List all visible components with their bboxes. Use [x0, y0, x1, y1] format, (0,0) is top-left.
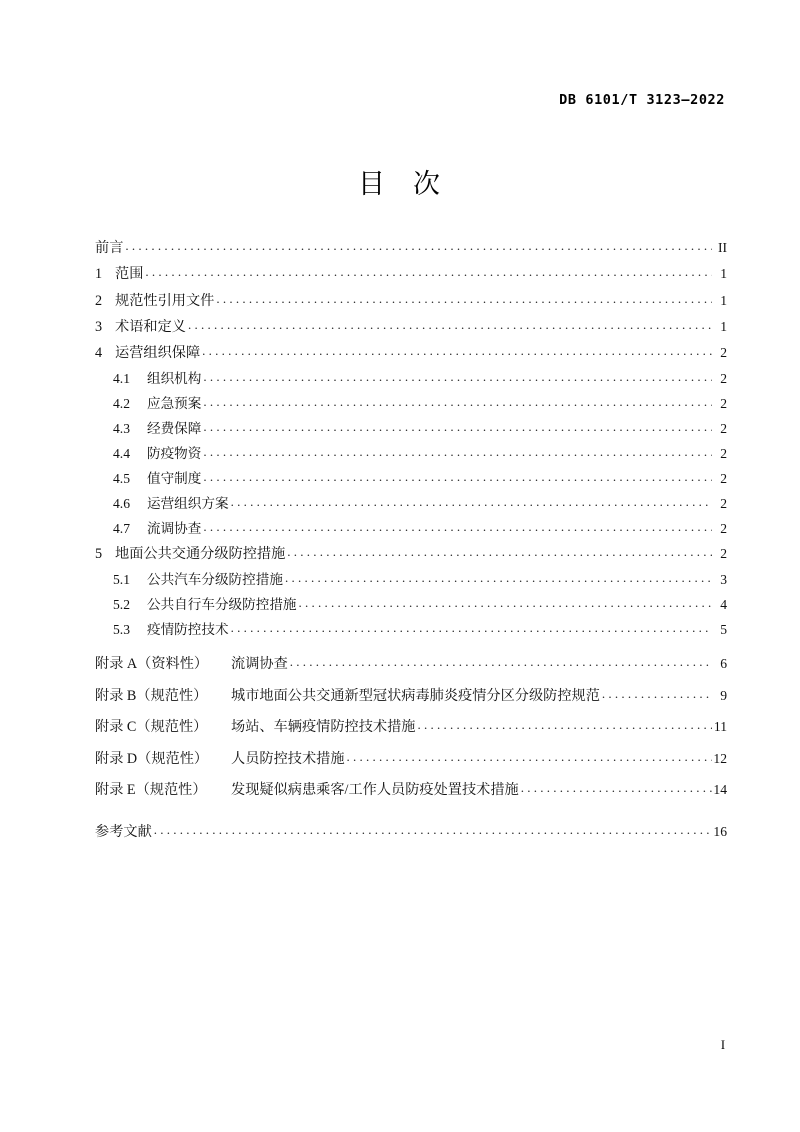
toc-item-4.6[interactable]: [95, 494, 727, 519]
toc-item-number: 5: [95, 546, 103, 563]
toc-item-label: 组织机构: [147, 370, 202, 386]
toc-item-page: 3: [720, 571, 727, 587]
toc-item-number: 5.1: [113, 571, 130, 587]
table-of-contents: [95, 238, 727, 853]
dot-leader: [231, 494, 712, 508]
dot-leader: [203, 444, 712, 458]
toc-item-label: 规范性引用文件: [115, 292, 215, 309]
toc-item-number: 5.3: [113, 621, 130, 637]
toc-item-4.3[interactable]: [95, 419, 727, 444]
dot-leader: [203, 519, 712, 533]
toc-item-4.4[interactable]: [95, 444, 727, 469]
toc-item-page: 2: [720, 470, 727, 486]
toc-annex-page: 12: [713, 750, 727, 766]
toc-annex-title: 发现疑似病患乘客/工作人员防疫处置技术措施: [231, 782, 519, 799]
dot-leader: [216, 290, 712, 304]
toc-item-label: 经费保障: [147, 420, 202, 436]
toc-annex-4[interactable]: [95, 749, 727, 781]
page-title-char-1: 目: [358, 169, 387, 199]
toc-references-label: 参考文献: [95, 823, 152, 840]
page-footer: [75, 1038, 725, 1053]
toc-item-label: 前言: [95, 240, 124, 257]
toc-item-page: 2: [720, 420, 727, 436]
toc-annex-label: 附录 D（规范性）: [95, 750, 209, 767]
toc-references-page: 16: [713, 823, 727, 839]
dot-leader: [290, 654, 712, 668]
toc-item-number: 4.6: [113, 495, 130, 511]
toc-item-label: 地面公共交通分级防控措施: [115, 546, 286, 563]
toc-item-4.2[interactable]: [95, 394, 727, 419]
toc-item-number: 4.7: [113, 520, 130, 536]
toc-item-page: 1: [720, 266, 727, 282]
toc-item-label: 公共自行车分级防控措施: [147, 596, 297, 612]
toc-item-label: 值守制度: [147, 470, 202, 486]
toc-annex-label: 附录 A（资料性）: [95, 656, 209, 673]
toc-item-page: 4: [720, 596, 727, 612]
dot-leader: [231, 620, 712, 634]
toc-annex-title: 城市地面公共交通新型冠状病毒肺炎疫情分区分级防控规范: [231, 687, 600, 704]
toc-item-label: 术语和定义: [115, 318, 186, 335]
dot-leader: [417, 717, 712, 731]
dot-leader: [203, 419, 712, 433]
toc-item-page: 2: [720, 370, 727, 386]
toc-item-label: 应急预案: [147, 395, 202, 411]
toc-item-number: 4: [95, 344, 103, 361]
toc-item-label: 疫情防控技术: [147, 621, 229, 637]
toc-item-page: II: [717, 240, 727, 256]
toc-item-5[interactable]: [95, 544, 727, 570]
toc-item-number: 4.4: [113, 445, 130, 461]
toc-item-number: 3: [95, 318, 103, 335]
toc-item-5.2[interactable]: [95, 595, 727, 620]
toc-item-page: 5: [720, 621, 727, 637]
toc-item-label: 防疫物资: [147, 445, 202, 461]
toc-item-4.7[interactable]: [95, 519, 727, 544]
toc-item-1[interactable]: [95, 264, 727, 290]
toc-item-number: 2: [95, 292, 103, 309]
dot-leader: [188, 317, 712, 331]
toc-item-page: 2: [720, 395, 727, 411]
toc-item-label: 范围: [115, 266, 144, 283]
toc-annex-title: 场站、车辆疫情防控技术措施: [231, 719, 416, 736]
toc-item-前言[interactable]: [95, 238, 727, 264]
toc-item-references[interactable]: [95, 822, 727, 854]
standard-code: DB 6101/T 3123—2022: [559, 92, 725, 108]
toc-item-number: 4.3: [113, 420, 130, 436]
toc-item-number: 5.2: [113, 596, 130, 612]
toc-item-4.5[interactable]: [95, 469, 727, 494]
toc-item-number: 4.1: [113, 370, 130, 386]
dot-leader: [602, 686, 712, 700]
toc-item-4.1[interactable]: [95, 369, 727, 394]
dot-leader: [521, 780, 712, 794]
page-title: [0, 162, 800, 201]
toc-annex-title: 人员防控技术措施: [231, 750, 345, 767]
toc-item-page: 2: [720, 520, 727, 536]
toc-annex-title: 流调协查: [231, 656, 288, 673]
dot-leader: [287, 544, 712, 558]
toc-item-page: 1: [720, 292, 727, 308]
toc-item-page: 2: [720, 495, 727, 511]
toc-annex-page: 11: [713, 719, 727, 735]
toc-annex-label: 附录 B（规范性）: [95, 687, 208, 704]
toc-item-3[interactable]: [95, 317, 727, 343]
toc-item-number: 4.5: [113, 470, 130, 486]
dot-leader: [203, 469, 712, 483]
toc-item-label: 公共汽车分级防控措施: [147, 571, 283, 587]
running-header: [75, 92, 725, 108]
toc-item-page: 2: [720, 344, 727, 360]
toc-item-label: 运营组织保障: [115, 344, 201, 361]
toc-item-page: 2: [720, 546, 727, 562]
toc-item-5.1[interactable]: [95, 570, 727, 595]
toc-annex-page: 14: [713, 782, 727, 798]
toc-item-label: 流调协查: [147, 520, 202, 536]
dot-leader: [154, 822, 712, 836]
toc-item-page: 1: [720, 318, 727, 334]
dot-leader: [125, 238, 712, 252]
toc-item-5.3[interactable]: [95, 620, 727, 645]
dot-leader: [203, 369, 712, 383]
toc-item-2[interactable]: [95, 290, 727, 316]
toc-annex-2[interactable]: [95, 686, 727, 718]
dot-leader: [202, 343, 712, 357]
dot-leader: [299, 595, 712, 609]
toc-annex-label: 附录 E（规范性）: [95, 782, 207, 799]
toc-annex-5[interactable]: [95, 780, 727, 812]
toc-annex-1[interactable]: [95, 654, 727, 686]
dot-leader: [203, 394, 712, 408]
dot-leader: [347, 749, 712, 763]
toc-annex-label: 附录 C（规范性）: [95, 719, 208, 736]
toc-item-number: 4.2: [113, 395, 130, 411]
dot-leader: [285, 570, 712, 584]
footer-page-number: I: [720, 1038, 725, 1052]
toc-annex-page: 6: [720, 656, 727, 672]
toc-annex-page: 9: [720, 687, 727, 703]
toc-item-page: 2: [720, 445, 727, 461]
toc-annex-3[interactable]: [95, 717, 727, 749]
page-title-char-2: 次: [413, 169, 442, 199]
toc-item-number: 1: [95, 266, 103, 283]
dot-leader: [145, 264, 712, 278]
toc-item-label: 运营组织方案: [147, 495, 229, 511]
toc-item-4[interactable]: [95, 343, 727, 369]
